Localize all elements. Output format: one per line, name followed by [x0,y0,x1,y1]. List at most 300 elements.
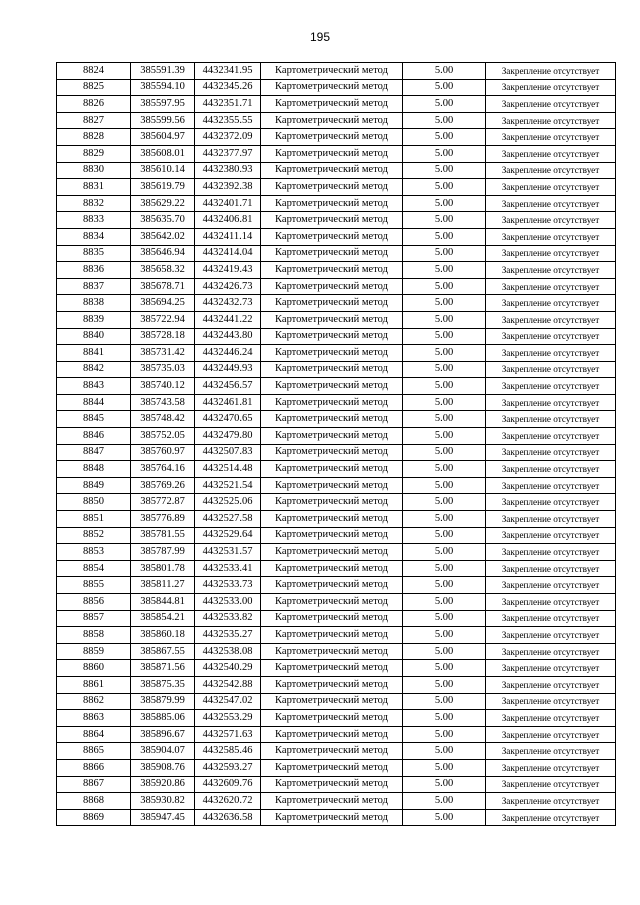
fixing-note-cell: Закрепление отсутствует [486,693,616,710]
y-coordinate-cell: 4432538.08 [195,643,261,660]
y-coordinate-cell: 4432456.57 [195,378,261,395]
table-row [57,112,616,129]
accuracy-cell: 5.00 [403,79,486,96]
fixing-note-cell: Закрепление отсутствует [486,776,616,793]
method-cell: Картометрический метод [261,129,403,146]
fixing-note-cell: Закрепление отсутствует [486,527,616,544]
point-number-cell: 8861 [57,676,131,693]
method-cell: Картометрический метод [261,461,403,478]
fixing-note-cell: Закрепление отсутствует [486,726,616,743]
method-cell: Картометрический метод [261,262,403,279]
point-number-cell: 8827 [57,112,131,129]
point-number-cell: 8857 [57,610,131,627]
x-coordinate-cell: 385867.55 [131,643,195,660]
table-row [57,527,616,544]
x-coordinate-cell: 385740.12 [131,378,195,395]
table-row [57,743,616,760]
method-cell: Картометрический метод [261,361,403,378]
x-coordinate-cell: 385879.99 [131,693,195,710]
accuracy-cell: 5.00 [403,228,486,245]
y-coordinate-cell: 4432514.48 [195,461,261,478]
table-row [57,793,616,810]
method-cell: Картометрический метод [261,212,403,229]
method-cell: Картометрический метод [261,411,403,428]
method-cell: Картометрический метод [261,776,403,793]
point-number-cell: 8858 [57,627,131,644]
point-number-cell: 8855 [57,577,131,594]
accuracy-cell: 5.00 [403,96,486,113]
table-row [57,610,616,627]
table-row [57,311,616,328]
fixing-note-cell: Закрепление отсутствует [486,394,616,411]
point-number-cell: 8826 [57,96,131,113]
method-cell: Картометрический метод [261,577,403,594]
x-coordinate-cell: 385731.42 [131,345,195,362]
fixing-note-cell: Закрепление отсутствует [486,560,616,577]
accuracy-cell: 5.00 [403,361,486,378]
accuracy-cell: 5.00 [403,345,486,362]
accuracy-cell: 5.00 [403,461,486,478]
point-number-cell: 8837 [57,278,131,295]
x-coordinate-cell: 385597.95 [131,96,195,113]
fixing-note-cell: Закрепление отсутствует [486,96,616,113]
y-coordinate-cell: 4432441.22 [195,311,261,328]
y-coordinate-cell: 4432542.88 [195,676,261,693]
x-coordinate-cell: 385635.70 [131,212,195,229]
x-coordinate-cell: 385610.14 [131,162,195,179]
accuracy-cell: 5.00 [403,710,486,727]
y-coordinate-cell: 4432446.24 [195,345,261,362]
point-number-cell: 8832 [57,195,131,212]
x-coordinate-cell: 385678.71 [131,278,195,295]
accuracy-cell: 5.00 [403,129,486,146]
x-coordinate-cell: 385658.32 [131,262,195,279]
x-coordinate-cell: 385594.10 [131,79,195,96]
fixing-note-cell: Закрепление отсутствует [486,511,616,528]
y-coordinate-cell: 4432507.83 [195,444,261,461]
accuracy-cell: 5.00 [403,394,486,411]
method-cell: Картометрический метод [261,726,403,743]
accuracy-cell: 5.00 [403,245,486,262]
x-coordinate-cell: 385642.02 [131,228,195,245]
y-coordinate-cell: 4432401.71 [195,195,261,212]
table-row [57,643,616,660]
point-number-cell: 8838 [57,295,131,312]
x-coordinate-cell: 385908.76 [131,759,195,776]
x-coordinate-cell: 385772.87 [131,494,195,511]
point-number-cell: 8869 [57,809,131,826]
point-number-cell: 8828 [57,129,131,146]
y-coordinate-cell: 4432351.71 [195,96,261,113]
fixing-note-cell: Закрепление отсутствует [486,311,616,328]
method-cell: Картометрический метод [261,96,403,113]
fixing-note-cell: Закрепление отсутствует [486,676,616,693]
method-cell: Картометрический метод [261,311,403,328]
table-row [57,726,616,743]
method-cell: Картометрический метод [261,278,403,295]
method-cell: Картометрический метод [261,295,403,312]
x-coordinate-cell: 385787.99 [131,544,195,561]
table-row [57,96,616,113]
accuracy-cell: 5.00 [403,809,486,826]
method-cell: Картометрический метод [261,660,403,677]
method-cell: Картометрический метод [261,179,403,196]
x-coordinate-cell: 385764.16 [131,461,195,478]
accuracy-cell: 5.00 [403,743,486,760]
point-number-cell: 8834 [57,228,131,245]
y-coordinate-cell: 4432521.54 [195,477,261,494]
accuracy-cell: 5.00 [403,560,486,577]
fixing-note-cell: Закрепление отсутствует [486,660,616,677]
method-cell: Картометрический метод [261,610,403,627]
x-coordinate-cell: 385871.56 [131,660,195,677]
x-coordinate-cell: 385599.56 [131,112,195,129]
x-coordinate-cell: 385781.55 [131,527,195,544]
fixing-note-cell: Закрепление отсутствует [486,444,616,461]
method-cell: Картометрический метод [261,544,403,561]
method-cell: Картометрический метод [261,195,403,212]
x-coordinate-cell: 385811.27 [131,577,195,594]
point-number-cell: 8825 [57,79,131,96]
y-coordinate-cell: 4432414.04 [195,245,261,262]
y-coordinate-cell: 4432470.65 [195,411,261,428]
point-number-cell: 8848 [57,461,131,478]
fixing-note-cell: Закрепление отсутствует [486,710,616,727]
accuracy-cell: 5.00 [403,145,486,162]
method-cell: Картометрический метод [261,560,403,577]
point-number-cell: 8829 [57,145,131,162]
method-cell: Картометрический метод [261,228,403,245]
table-row [57,759,616,776]
method-cell: Картометрический метод [261,245,403,262]
y-coordinate-cell: 4432535.27 [195,627,261,644]
x-coordinate-cell: 385760.97 [131,444,195,461]
fixing-note-cell: Закрепление отсутствует [486,627,616,644]
table-row [57,295,616,312]
y-coordinate-cell: 4432525.06 [195,494,261,511]
accuracy-cell: 5.00 [403,295,486,312]
fixing-note-cell: Закрепление отсутствует [486,378,616,395]
fixing-note-cell: Закрепление отсутствует [486,477,616,494]
point-number-cell: 8835 [57,245,131,262]
point-number-cell: 8862 [57,693,131,710]
method-cell: Картометрический метод [261,594,403,611]
method-cell: Картометрический метод [261,627,403,644]
point-number-cell: 8859 [57,643,131,660]
x-coordinate-cell: 385629.22 [131,195,195,212]
x-coordinate-cell: 385722.94 [131,311,195,328]
method-cell: Картометрический метод [261,511,403,528]
fixing-note-cell: Закрепление отсутствует [486,411,616,428]
method-cell: Картометрический метод [261,145,403,162]
fixing-note-cell: Закрепление отсутствует [486,643,616,660]
y-coordinate-cell: 4432443.80 [195,328,261,345]
point-number-cell: 8854 [57,560,131,577]
point-number-cell: 8863 [57,710,131,727]
accuracy-cell: 5.00 [403,610,486,627]
y-coordinate-cell: 4432571.63 [195,726,261,743]
x-coordinate-cell: 385801.78 [131,560,195,577]
table-row [57,577,616,594]
point-number-cell: 8850 [57,494,131,511]
table-row [57,511,616,528]
accuracy-cell: 5.00 [403,676,486,693]
y-coordinate-cell: 4432411.14 [195,228,261,245]
method-cell: Картометрический метод [261,345,403,362]
y-coordinate-cell: 4432533.41 [195,560,261,577]
accuracy-cell: 5.00 [403,693,486,710]
method-cell: Картометрический метод [261,328,403,345]
fixing-note-cell: Закрепление отсутствует [486,345,616,362]
table-row [57,809,616,826]
x-coordinate-cell: 385752.05 [131,428,195,445]
y-coordinate-cell: 4432355.55 [195,112,261,129]
table-row [57,676,616,693]
y-coordinate-cell: 4432547.02 [195,693,261,710]
fixing-note-cell: Закрепление отсутствует [486,278,616,295]
point-number-cell: 8860 [57,660,131,677]
table-row [57,494,616,511]
accuracy-cell: 5.00 [403,162,486,179]
method-cell: Картометрический метод [261,477,403,494]
y-coordinate-cell: 4432392.38 [195,179,261,196]
point-number-cell: 8831 [57,179,131,196]
method-cell: Картометрический метод [261,428,403,445]
point-number-cell: 8868 [57,793,131,810]
point-number-cell: 8840 [57,328,131,345]
y-coordinate-cell: 4432529.64 [195,527,261,544]
method-cell: Картометрический метод [261,394,403,411]
accuracy-cell: 5.00 [403,112,486,129]
x-coordinate-cell: 385776.89 [131,511,195,528]
point-number-cell: 8847 [57,444,131,461]
point-number-cell: 8853 [57,544,131,561]
x-coordinate-cell: 385646.94 [131,245,195,262]
accuracy-cell: 5.00 [403,726,486,743]
fixing-note-cell: Закрепление отсутствует [486,295,616,312]
method-cell: Картометрический метод [261,494,403,511]
table-row [57,660,616,677]
accuracy-cell: 5.00 [403,527,486,544]
fixing-note-cell: Закрепление отсутствует [486,228,616,245]
table-row [57,776,616,793]
y-coordinate-cell: 4432527.58 [195,511,261,528]
fixing-note-cell: Закрепление отсутствует [486,129,616,146]
table-row [57,63,616,80]
y-coordinate-cell: 4432479.80 [195,428,261,445]
fixing-note-cell: Закрепление отсутствует [486,328,616,345]
table-row [57,345,616,362]
x-coordinate-cell: 385735.03 [131,361,195,378]
accuracy-cell: 5.00 [403,444,486,461]
accuracy-cell: 5.00 [403,278,486,295]
fixing-note-cell: Закрепление отсутствует [486,743,616,760]
table-row [57,378,616,395]
y-coordinate-cell: 4432426.73 [195,278,261,295]
y-coordinate-cell: 4432609.76 [195,776,261,793]
table-row [57,361,616,378]
point-number-cell: 8830 [57,162,131,179]
accuracy-cell: 5.00 [403,411,486,428]
point-number-cell: 8849 [57,477,131,494]
table-row [57,129,616,146]
method-cell: Картометрический метод [261,162,403,179]
x-coordinate-cell: 385860.18 [131,627,195,644]
accuracy-cell: 5.00 [403,63,486,80]
y-coordinate-cell: 4432531.57 [195,544,261,561]
y-coordinate-cell: 4432553.29 [195,710,261,727]
y-coordinate-cell: 4432380.93 [195,162,261,179]
method-cell: Картометрический метод [261,527,403,544]
x-coordinate-cell: 385844.81 [131,594,195,611]
y-coordinate-cell: 4432406.81 [195,212,261,229]
table-row [57,461,616,478]
accuracy-cell: 5.00 [403,776,486,793]
y-coordinate-cell: 4432461.81 [195,394,261,411]
x-coordinate-cell: 385743.58 [131,394,195,411]
point-number-cell: 8833 [57,212,131,229]
y-coordinate-cell: 4432620.72 [195,793,261,810]
accuracy-cell: 5.00 [403,759,486,776]
y-coordinate-cell: 4432377.97 [195,145,261,162]
point-number-cell: 8866 [57,759,131,776]
method-cell: Картометрический метод [261,112,403,129]
table-row [57,544,616,561]
accuracy-cell: 5.00 [403,328,486,345]
method-cell: Картометрический метод [261,378,403,395]
fixing-note-cell: Закрепление отсутствует [486,162,616,179]
y-coordinate-cell: 4432533.00 [195,594,261,611]
point-number-cell: 8851 [57,511,131,528]
method-cell: Картометрический метод [261,643,403,660]
fixing-note-cell: Закрепление отсутствует [486,262,616,279]
table-row [57,328,616,345]
accuracy-cell: 5.00 [403,262,486,279]
accuracy-cell: 5.00 [403,428,486,445]
y-coordinate-cell: 4432533.82 [195,610,261,627]
table-row [57,245,616,262]
point-number-cell: 8867 [57,776,131,793]
x-coordinate-cell: 385904.07 [131,743,195,760]
point-number-cell: 8844 [57,394,131,411]
fixing-note-cell: Закрепление отсутствует [486,428,616,445]
accuracy-cell: 5.00 [403,793,486,810]
fixing-note-cell: Закрепление отсутствует [486,63,616,80]
y-coordinate-cell: 4432419.43 [195,262,261,279]
y-coordinate-cell: 4432449.93 [195,361,261,378]
y-coordinate-cell: 4432345.26 [195,79,261,96]
x-coordinate-cell: 385728.18 [131,328,195,345]
table-row [57,79,616,96]
accuracy-cell: 5.00 [403,477,486,494]
table-row [57,411,616,428]
x-coordinate-cell: 385619.79 [131,179,195,196]
accuracy-cell: 5.00 [403,643,486,660]
table-row [57,162,616,179]
method-cell: Картометрический метод [261,693,403,710]
table-row [57,195,616,212]
table-row [57,627,616,644]
x-coordinate-cell: 385947.45 [131,809,195,826]
table-row [57,278,616,295]
point-number-cell: 8843 [57,378,131,395]
x-coordinate-cell: 385896.67 [131,726,195,743]
x-coordinate-cell: 385769.26 [131,477,195,494]
point-number-cell: 8846 [57,428,131,445]
accuracy-cell: 5.00 [403,627,486,644]
method-cell: Картометрический метод [261,809,403,826]
page-number: 195 [309,30,331,44]
table-row [57,477,616,494]
accuracy-cell: 5.00 [403,179,486,196]
table-row [57,693,616,710]
y-coordinate-cell: 4432540.29 [195,660,261,677]
table-row [57,212,616,229]
table-row [57,444,616,461]
x-coordinate-cell: 385748.42 [131,411,195,428]
fixing-note-cell: Закрепление отсутствует [486,179,616,196]
method-cell: Картометрический метод [261,79,403,96]
point-number-cell: 8841 [57,345,131,362]
accuracy-cell: 5.00 [403,378,486,395]
y-coordinate-cell: 4432372.09 [195,129,261,146]
x-coordinate-cell: 385875.35 [131,676,195,693]
x-coordinate-cell: 385854.21 [131,610,195,627]
fixing-note-cell: Закрепление отсутствует [486,610,616,627]
fixing-note-cell: Закрепление отсутствует [486,112,616,129]
accuracy-cell: 5.00 [403,195,486,212]
x-coordinate-cell: 385591.39 [131,63,195,80]
method-cell: Картометрический метод [261,743,403,760]
table-row [57,179,616,196]
fixing-note-cell: Закрепление отсутствует [486,361,616,378]
accuracy-cell: 5.00 [403,577,486,594]
fixing-note-cell: Закрепление отсутствует [486,793,616,810]
fixing-note-cell: Закрепление отсутствует [486,79,616,96]
point-number-cell: 8865 [57,743,131,760]
table-row [57,262,616,279]
y-coordinate-cell: 4432432.73 [195,295,261,312]
method-cell: Картометрический метод [261,793,403,810]
fixing-note-cell: Закрепление отсутствует [486,577,616,594]
method-cell: Картометрический метод [261,759,403,776]
accuracy-cell: 5.00 [403,594,486,611]
accuracy-cell: 5.00 [403,494,486,511]
accuracy-cell: 5.00 [403,511,486,528]
y-coordinate-cell: 4432593.27 [195,759,261,776]
point-number-cell: 8839 [57,311,131,328]
fixing-note-cell: Закрепление отсутствует [486,809,616,826]
point-number-cell: 8856 [57,594,131,611]
fixing-note-cell: Закрепление отсутствует [486,195,616,212]
x-coordinate-cell: 385694.25 [131,295,195,312]
x-coordinate-cell: 385885.06 [131,710,195,727]
x-coordinate-cell: 385604.97 [131,129,195,146]
y-coordinate-cell: 4432585.46 [195,743,261,760]
table-row [57,145,616,162]
y-coordinate-cell: 4432341.95 [195,63,261,80]
point-number-cell: 8842 [57,361,131,378]
fixing-note-cell: Закрепление отсутствует [486,494,616,511]
method-cell: Картометрический метод [261,710,403,727]
y-coordinate-cell: 4432533.73 [195,577,261,594]
x-coordinate-cell: 385608.01 [131,145,195,162]
point-number-cell: 8852 [57,527,131,544]
point-number-cell: 8864 [57,726,131,743]
method-cell: Картометрический метод [261,676,403,693]
fixing-note-cell: Закрепление отсутствует [486,245,616,262]
method-cell: Картометрический метод [261,444,403,461]
